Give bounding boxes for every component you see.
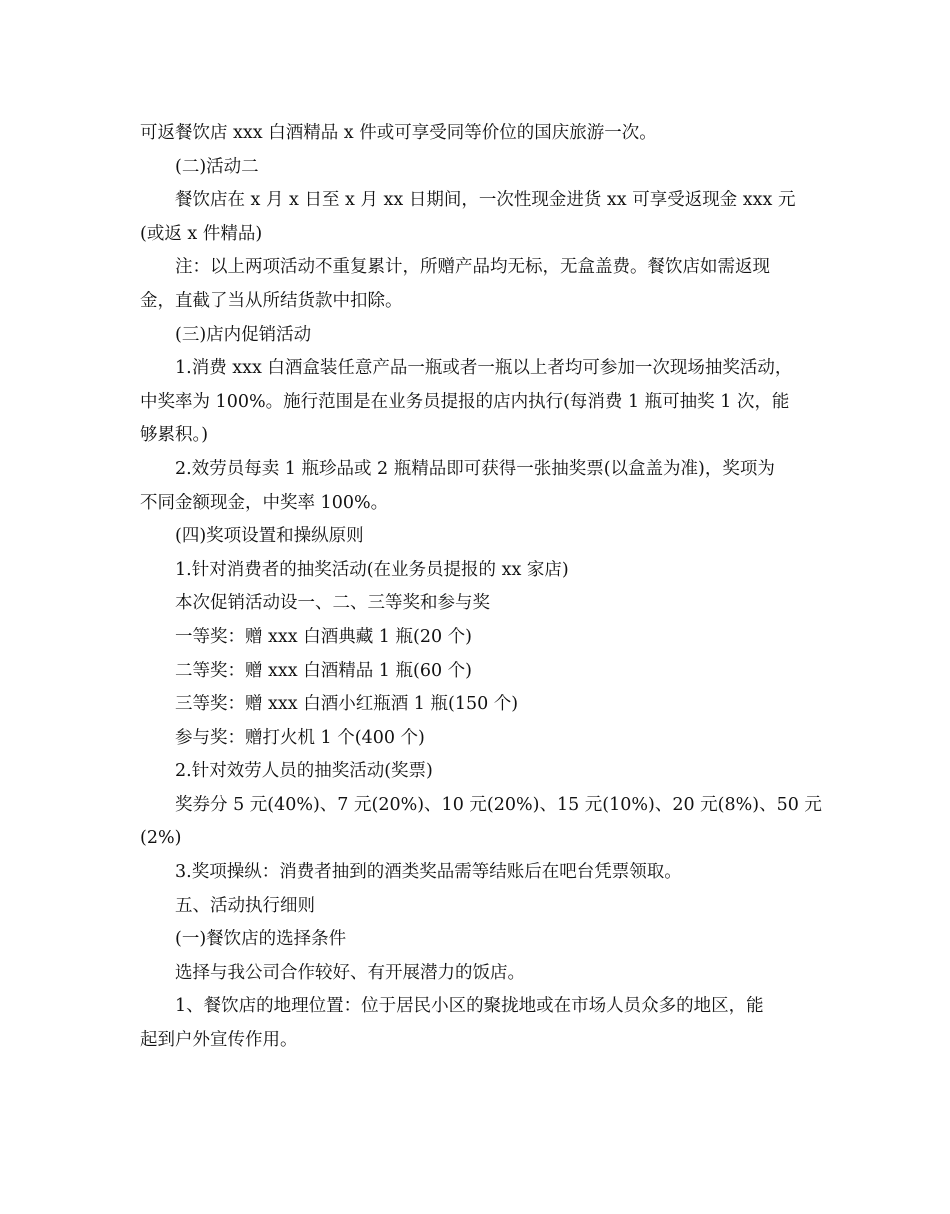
- paragraph-line: 1.针对消费者的抽奖活动(在业务员提报的 xx 家店): [175, 559, 569, 580]
- section-heading: (三)店内促销活动: [175, 324, 312, 345]
- note-line: 注：以上两项活动不重复累计，所赠产品均无标，无盒盖费。餐饮店如需返现: [175, 257, 770, 278]
- section-heading: (二)活动二: [175, 156, 259, 177]
- prize-line: 三等奖：赠 xxx 白酒小红瓶酒 1 瓶(150 个): [175, 694, 519, 715]
- document-page: [140, 117, 822, 1058]
- prize-line: 一等奖：赠 xxx 白酒典藏 1 瓶(20 个): [175, 626, 472, 647]
- paragraph-line: 3.奖项操纵：消费者抽到的酒类奖品需等结账后在吧台凭票领取。: [175, 862, 682, 883]
- paragraph-line: 中奖率为 100%。施行范围是在业务员提报的店内执行(每消费 1 瓶可抽奖 1 次，能: [140, 391, 790, 412]
- paragraph-line: (或返 x 件精品): [140, 223, 263, 244]
- paragraph-line: 本次促销活动设一、二、三等奖和参与奖: [175, 593, 490, 614]
- paragraph-line: 2.针对效劳人员的抽奖活动(奖票): [175, 761, 433, 782]
- paragraph-line: 1、餐饮店的地理位置：位于居民小区的聚拢地或在市场人员众多的地区，能: [175, 996, 764, 1017]
- paragraph-line: 餐饮店在 x 月 x 日至 x 月 xx 日期间，一次性现金进货 xx 可享受返现金 xxx 元: [175, 190, 796, 211]
- section-heading: (四)奖项设置和操纵原则: [175, 526, 364, 547]
- section-heading: 五、活动执行细则: [175, 895, 315, 916]
- paragraph-line: 够累积。): [140, 425, 209, 446]
- paragraph-line: (2%): [140, 828, 182, 849]
- paragraph-line: 奖券分 5 元(40%)、7 元(20%)、10 元(20%)、15 元(10%)、20 元(8%)、50 元: [175, 794, 822, 815]
- paragraph-line: 可返餐饮店 xxx 白酒精品 x 件或可享受同等价位的国庆旅游一次。: [140, 123, 657, 143]
- prize-line: 参与奖：赠打火机 1 个(400 个): [175, 727, 425, 748]
- paragraph-line: 选择与我公司合作较好、有开展潜力的饭店。: [175, 962, 525, 983]
- paragraph-line: 1.消费 xxx 白酒盒装任意产品一瓶或者一瓶以上者均可参加一次现场抽奖活动，: [175, 358, 793, 379]
- paragraph-line: 不同金额现金，中奖率 100%。: [140, 492, 389, 513]
- prize-line: 二等奖：赠 xxx 白酒精品 1 瓶(60 个): [175, 660, 472, 681]
- paragraph-line: 起到户外宣传作用。: [140, 1030, 298, 1051]
- paragraph-line: 2.效劳员每卖 1 瓶珍品或 2 瓶精品即可获得一张抽奖票(以盒盖为准)，奖项为: [175, 458, 775, 479]
- note-line: 金，直截了当从所结货款中扣除。: [140, 290, 403, 311]
- section-heading: (一)餐饮店的选择条件: [175, 929, 347, 950]
